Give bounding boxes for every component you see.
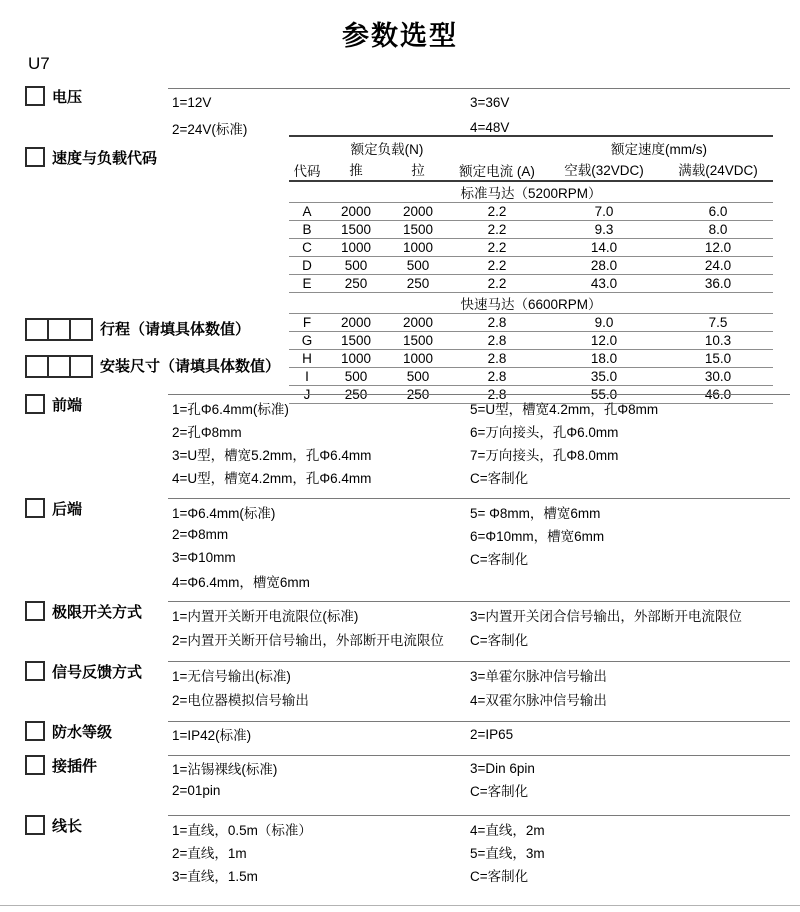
cell-code: J [289,386,325,404]
cell-no-load: 9.3 [545,221,663,239]
table-row [289,332,773,350]
motor-group-title: 快速马达（6600RPM） [289,293,773,314]
limit-switch-options [168,601,790,648]
model-code: U7 [28,54,50,73]
cell-full-load: 36.0 [663,275,773,293]
front-end-option: 4=U型，槽宽4.2mm，孔Φ6.4mm [172,470,372,486]
voltage-checkbox[interactable] [25,86,45,106]
table-row [289,314,773,332]
connector-options [168,755,790,799]
rear-end-option: 3=Φ10mm [172,550,236,565]
cell-push: 500 [325,257,387,275]
connector-option: 2=01pin [172,782,221,798]
cell-push: 2000 [325,203,387,221]
cell-current: 2.8 [449,386,545,404]
cell-code: A [289,203,325,221]
cell-code: D [289,257,325,275]
mounting-digit-boxes[interactable] [25,355,93,378]
table-row [289,368,773,386]
cell-no-load: 14.0 [545,239,663,257]
voltage-option: 1=12V [172,95,212,110]
voltage-options [168,88,790,137]
front-end-option: 2=孔Φ8mm [172,424,242,440]
front-end-option: 5=U型，槽宽4.2mm，孔Φ8mm [470,401,659,417]
spec-table [289,135,773,404]
cell-current: 2.2 [449,257,545,275]
stroke-digit-box[interactable] [69,318,93,341]
cell-current: 2.2 [449,239,545,257]
cell-full-load: 46.0 [663,386,773,404]
rear-end-option: C=客制化 [470,551,529,567]
cell-current: 2.2 [449,275,545,293]
rear-end-option: 6=Φ10mm，槽宽6mm [470,528,605,544]
cell-full-load: 12.0 [663,239,773,257]
connector-option: C=客制化 [470,784,529,799]
cell-code: I [289,368,325,386]
header-no-load: 空载(32VDC) [545,158,663,181]
rear-end-options [168,498,790,590]
waterproof-label: 防水等级 [52,724,113,741]
signal-feedback-label: 信号反馈方式 [52,664,143,681]
cable-length-label: 线长 [52,818,83,835]
page-title: 参数选型 [342,21,458,51]
mounting-digit-box[interactable] [47,355,71,378]
front-end-option: 6=万向接头，孔Φ6.0mm [470,424,619,440]
waterproof-option: 1=IP42(标准) [172,728,252,743]
cell-full-load: 24.0 [663,257,773,275]
table-row [289,350,773,368]
cell-code: F [289,314,325,332]
cell-current: 2.8 [449,368,545,386]
cable-length-options [168,815,790,884]
mounting-digit-box[interactable] [25,355,49,378]
signal-feedback-option: 3=单霍尔脉冲信号输出 [470,669,607,684]
header-rated-load: 额定负载(N) [350,142,424,157]
stroke-digit-box[interactable] [25,318,49,341]
table-row [289,257,773,275]
cell-push: 1500 [325,332,387,350]
rear-end-option: 2=Φ8mm [172,527,229,542]
front-end-option: 1=孔Φ6.4mm(标准) [172,401,289,417]
signal-feedback-option: 4=双霍尔脉冲信号输出 [470,693,607,708]
cell-no-load: 18.0 [545,350,663,368]
cell-code: E [289,275,325,293]
cell-no-load: 35.0 [545,368,663,386]
cell-code: C [289,239,325,257]
mounting-label: 安装尺寸（请填具体数值） [100,358,281,375]
signal-feedback-options [168,661,790,708]
waterproof-option: 2=IP65 [470,726,514,742]
header-rated-speed: 额定速度(mm/s) [611,142,707,157]
cell-push: 1000 [325,350,387,368]
cell-pull: 500 [387,368,449,386]
table-row [289,275,773,293]
cell-full-load: 6.0 [663,203,773,221]
bottom-divider [0,905,800,906]
cell-code: H [289,350,325,368]
cable-length-checkbox[interactable] [25,815,45,835]
header-full-load: 满载(24VDC) [663,158,773,181]
front-end-option: C=客制化 [470,470,529,486]
cell-pull: 500 [387,257,449,275]
cable-length-option: C=客制化 [470,868,529,884]
connector-checkbox[interactable] [25,755,45,775]
header-push: 推 [325,158,387,181]
signal-feedback-option: 2=电位器模拟信号输出 [172,693,309,708]
cable-length-option: 3=直线，1.5m [172,868,258,884]
table-row [289,239,773,257]
limit-switch-label: 极限开关方式 [52,604,143,621]
cell-pull: 2000 [387,314,449,332]
cable-length-option: 5=直线，3m [470,845,545,861]
rear-end-option: 5= Φ8mm，槽宽6mm [470,505,601,521]
cell-code: B [289,221,325,239]
cell-no-load: 12.0 [545,332,663,350]
stroke-label: 行程（请填具体数值） [100,321,251,338]
header-pull: 拉 [387,158,449,181]
signal-feedback-checkbox[interactable] [25,661,45,681]
connector-option: 1=沾锡裸线(标准) [172,762,278,777]
cell-pull: 250 [387,386,449,404]
front-end-label: 前端 [52,397,83,414]
cell-current: 2.8 [449,332,545,350]
cell-no-load: 28.0 [545,257,663,275]
cable-length-option: 2=直线，1m [172,845,247,861]
voltage-option: 4=48V [470,120,510,135]
cell-push: 2000 [325,314,387,332]
cell-push: 500 [325,368,387,386]
connector-option: 3=Din 6pin [470,760,535,776]
cell-no-load: 9.0 [545,314,663,332]
rear-end-option: 4=Φ6.4mm，槽宽6mm [172,574,310,590]
limit-switch-option: 2=内置开关断开信号输出，外部断开电流限位 [172,633,444,648]
rear-end-label: 后端 [52,501,83,518]
limit-switch-checkbox[interactable] [25,601,45,621]
front-end-option: 3=U型，槽宽5.2mm，孔Φ6.4mm [172,447,372,463]
limit-switch-option: 1=内置开关断开电流限位(标准) [172,609,359,624]
cell-current: 2.2 [449,221,545,239]
cell-pull: 1000 [387,239,449,257]
cell-full-load: 10.3 [663,332,773,350]
cell-pull: 1000 [387,350,449,368]
cell-push: 250 [325,386,387,404]
front-end-checkbox[interactable] [25,394,45,414]
mounting-digit-box[interactable] [69,355,93,378]
limit-switch-option: 3=内置开关闭合信号输出，外部断开电流限位 [470,609,742,624]
cell-current: 2.8 [449,314,545,332]
cell-current: 2.2 [449,203,545,221]
cell-no-load: 43.0 [545,275,663,293]
cell-push: 250 [325,275,387,293]
cell-push: 1000 [325,239,387,257]
cell-pull: 1500 [387,332,449,350]
limit-switch-option: C=客制化 [470,633,529,648]
speed-load-checkbox[interactable] [25,147,45,167]
rear-end-option: 1=Φ6.4mm(标准) [172,505,276,521]
connector-label: 接插件 [52,758,98,775]
front-end-option: 7=万向接头，孔Φ8.0mm [470,447,619,463]
signal-feedback-option: 1=无信号输出(标准) [172,669,291,684]
rear-end-checkbox[interactable] [25,498,45,518]
cell-push: 1500 [325,221,387,239]
cell-full-load: 30.0 [663,368,773,386]
cell-current: 2.8 [449,350,545,368]
cell-pull: 2000 [387,203,449,221]
cell-full-load: 7.5 [663,314,773,332]
cell-code: G [289,332,325,350]
cell-no-load: 7.0 [545,203,663,221]
stroke-digit-boxes[interactable] [25,318,93,341]
voltage-label: 电压 [52,89,83,106]
cell-no-load: 55.0 [545,386,663,404]
header-rated-current: 额定电流 (A) [449,136,545,181]
voltage-option: 2=24V(标准) [172,121,248,137]
motor-group-title: 标准马达（5200RPM） [289,181,773,203]
cell-full-load: 8.0 [663,221,773,239]
table-row [289,221,773,239]
cell-full-load: 15.0 [663,350,773,368]
cell-pull: 1500 [387,221,449,239]
waterproof-options [168,721,790,743]
cable-length-option: 4=直线，2m [470,822,545,838]
header-code: 代码 [289,136,325,181]
cell-pull: 250 [387,275,449,293]
voltage-option: 3=36V [470,95,510,110]
waterproof-checkbox[interactable] [25,721,45,741]
stroke-digit-box[interactable] [47,318,71,341]
table-row [289,203,773,221]
speed-load-label: 速度与负载代码 [52,150,158,167]
cable-length-option: 1=直线，0.5m（标准） [172,822,312,838]
